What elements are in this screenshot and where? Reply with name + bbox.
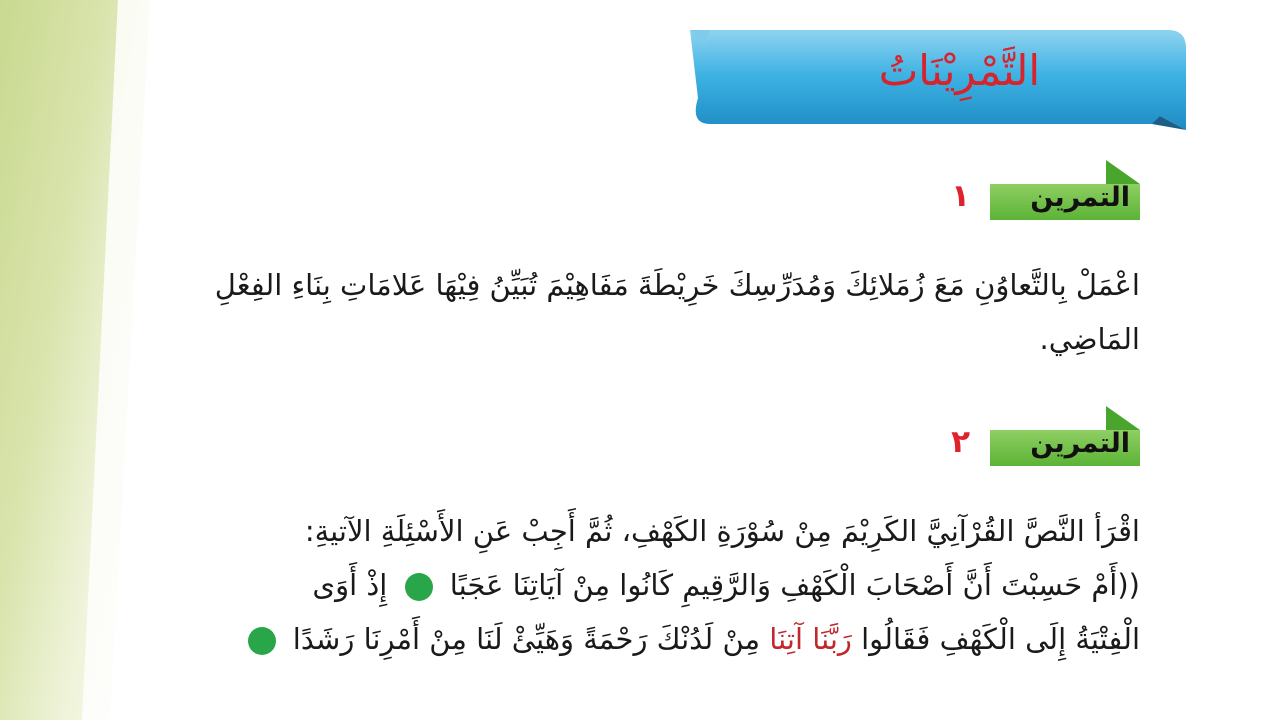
verse-text: ((أَمْ حَسِبْتَ أَنَّ أَصْحَابَ الْكَهْفِ وَالرَّقِيمِ كَانُوا مِنْ آيَاتِنَا عَجَبًا [449,568,1140,602]
verse-text: إِذْ أَوَى [312,568,388,602]
verse-end-marker-icon [405,573,433,601]
verse-line-1 [130,558,1140,612]
exercise-number: ٢ [951,424,970,460]
exercise-label: التمرين [1030,182,1130,213]
exercise-label: التمرين [1030,428,1130,459]
exercise-2-header [940,406,1140,466]
verse-line-2 [130,612,1140,666]
verse-text: مِنْ لَدُنْكَ رَحْمَةً وَهَيِّئْ لَنَا مِنْ أَمْرِنَا رَشَدًا [292,622,761,656]
page-title: التَّمْرِيْنَاتُ [878,46,1040,95]
verse-text: الْفِتْيَةُ إِلَى الْكَهْفِ فَقَالُوا [861,622,1140,656]
exercise-1-text: اعْمَلْ بِالتَّعاوُنِ مَعَ زُمَلائِكَ وَمُدَرِّسِكَ خَرِيْطَةَ مَفَاهِيْمَ تُبَيِّنُ فِيْهَا عَلامَاتِ بِنَاءِ الفِعْلِ المَاضِي. [214,268,1140,356]
highlighted-verse-text: رَبَّنَا آتِنَا [769,622,852,656]
exercise-2-intro: اقْرَأ النَّصَّ القُرْآنِيَّ الكَرِيْمَ مِنْ سُوْرَةِ الكَهْفِ، ثُمَّ أَجِبْ عَنِ الأَسْئِلَةِ الآتيةِ: [304,514,1140,548]
exercise-2-text [130,504,1140,666]
verse-end-marker-icon [248,627,276,655]
title-ribbon [690,28,1190,138]
exercise-1-header [940,160,1140,220]
exercise-number: ١ [951,178,970,214]
